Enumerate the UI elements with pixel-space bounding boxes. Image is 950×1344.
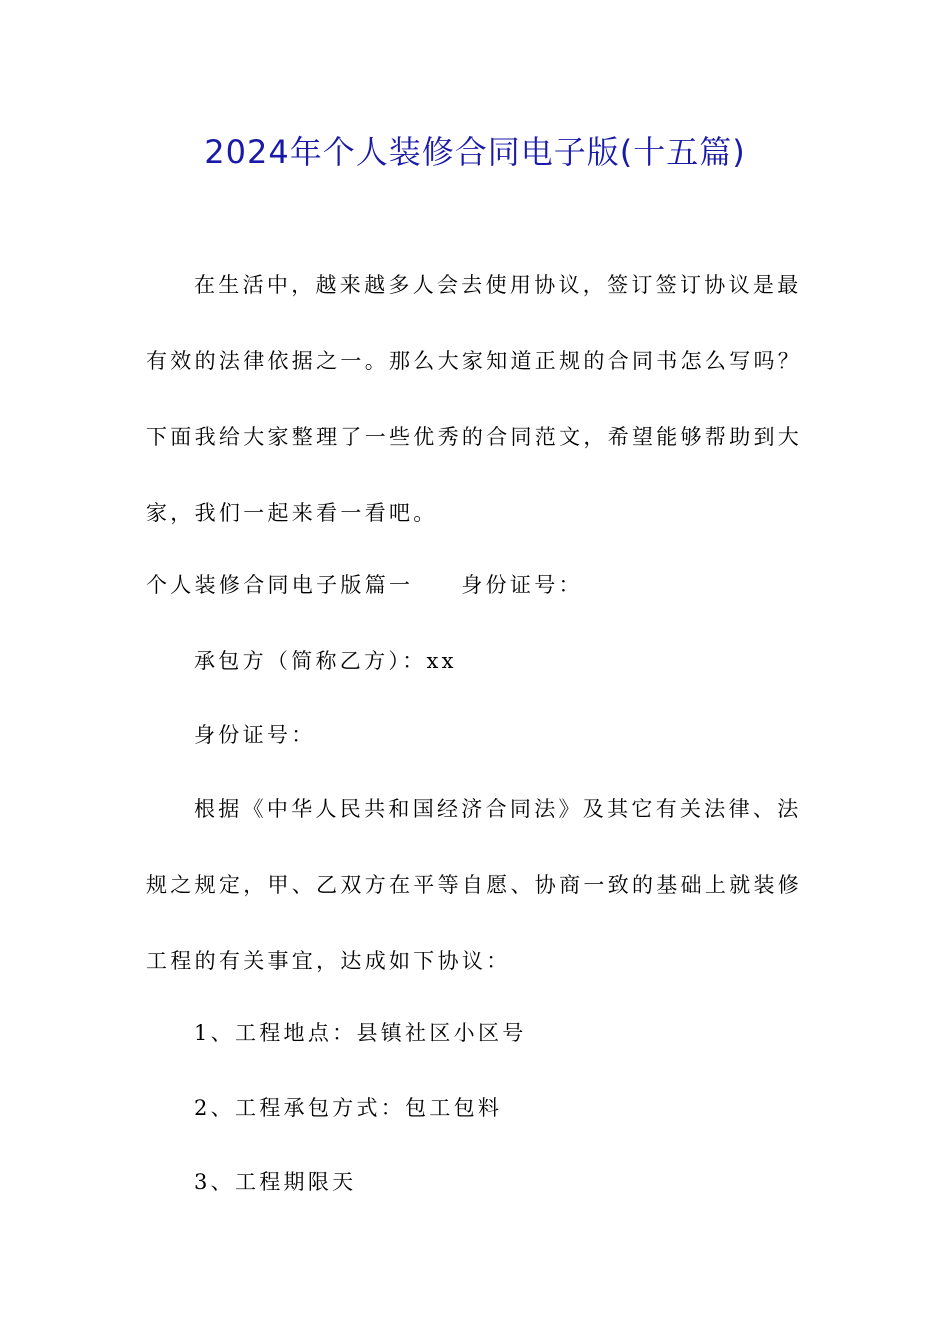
intro-paragraph	[146, 247, 812, 551]
basis-line: 根据《中华人民共和国经济合同法》及其它有关法律、法	[194, 797, 802, 821]
intro-line: 家，我们一起来看一看吧。	[146, 501, 438, 525]
section-heading-id-label: 身份证号：	[461, 573, 583, 597]
basis-paragraph	[146, 771, 812, 999]
clause-item: 3、工程期限天	[194, 1170, 357, 1194]
clause-item: 1、工程地点：县镇社区小区号	[194, 1021, 527, 1045]
basis-line: 工程的有关事宜，达成如下协议：	[146, 949, 511, 973]
contractor-line: 承包方（简称乙方）：xx	[194, 649, 457, 673]
clause-item: 2、工程承包方式：包工包料	[194, 1096, 503, 1120]
section-heading: 个人装修合同电子版篇一	[146, 573, 414, 597]
document-title: 2024年个人装修合同电子版(十五篇)	[204, 133, 746, 171]
basis-line: 规之规定，甲、乙双方在平等自愿、协商一致的基础上就装修	[146, 873, 803, 897]
id-number-line: 身份证号：	[194, 723, 316, 747]
intro-line: 在生活中，越来越多人会去使用协议，签订签订协议是最	[194, 273, 802, 297]
intro-line: 有效的法律依据之一。那么大家知道正规的合同书怎么写吗？	[146, 349, 803, 373]
section-heading-line	[146, 547, 812, 623]
intro-line: 下面我给大家整理了一些优秀的合同范文，希望能够帮助到大	[146, 425, 803, 449]
